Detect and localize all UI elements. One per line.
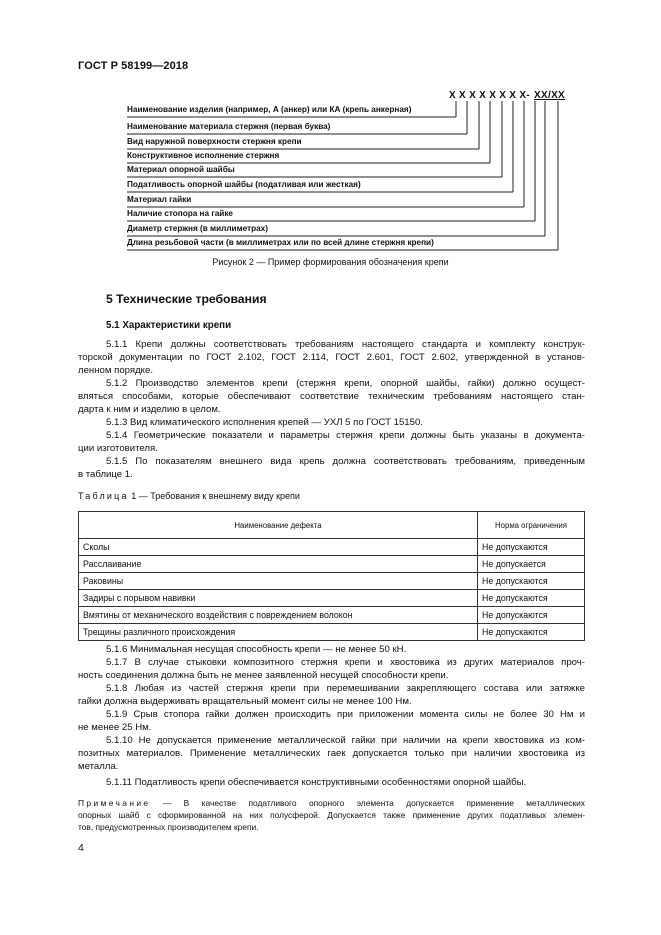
paragraph-line: 5.1.10 Не допускается применение металлической гайки при наличии на крепи хвостовика из ком- xyxy=(106,735,585,746)
paragraph-line: металла. xyxy=(78,761,119,772)
paragraph xyxy=(78,455,585,481)
table-row xyxy=(79,607,585,624)
subsection-title: 5.1 Характеристики крепи xyxy=(106,320,232,331)
table-row xyxy=(79,556,585,573)
defect-cell: Раковины xyxy=(79,573,478,590)
paragraph-line: 5.1.8 Любая из частей стержня крепи при перемешивании закрепляющего состава или затяжке xyxy=(106,683,585,694)
paragraph-line: 5.1.11 Податливость крепи обеспечивается конструктивными особенностями опорной шайбы. xyxy=(106,777,527,788)
figure-label: Конструктивное исполнение стержня xyxy=(127,151,280,160)
figure-label: Материал гайки xyxy=(127,195,192,204)
paragraph xyxy=(78,656,585,682)
figure-caption: Рисунок 2 — Пример формирования обозначения крепи xyxy=(212,257,449,267)
limit-cell: Не допускаются xyxy=(478,607,585,624)
code-suffix: XX/XX xyxy=(534,90,566,101)
defect-cell: Трещины различного происхождения xyxy=(79,624,478,641)
paragraph xyxy=(78,416,585,429)
paragraph xyxy=(78,734,585,773)
column-header-defect: Наименование дефекта xyxy=(79,512,478,539)
note xyxy=(78,797,585,833)
paragraph-line: ции изготовителя. xyxy=(78,443,158,454)
figure-label: Наименование материала стержня (первая буква) xyxy=(127,122,331,131)
paragraph-line: 5.1.7 В случае стыковки композитного стержня крепи и хвостовика из других материалов проч- xyxy=(106,657,585,668)
figure-label: Вид наружной поверхности стержня крепи xyxy=(127,137,302,146)
figure-label: Диаметр стержня (в миллиметрах) xyxy=(127,224,268,233)
column-header-limit: Норма ограничения xyxy=(478,512,585,539)
paragraph xyxy=(78,708,585,734)
note-line-text: — В качестве податливого опорного элемента допускается применение металлических xyxy=(150,798,585,808)
paragraph xyxy=(78,338,585,377)
table-row xyxy=(79,590,585,607)
paragraph-line: 5.1.4 Геометрические показатели и параметры стержня крепи должны быть указаны в документа- xyxy=(106,430,585,441)
paragraph-line: в таблице 1. xyxy=(78,469,133,480)
paragraph-line: торской документации по ГОСТ 2.102, ГОСТ 2.114, ГОСТ 2.601, ГОСТ 2.602, утвержденной в установ- xyxy=(78,352,585,363)
table-row xyxy=(79,624,585,641)
paragraph-line: 5.1.1 Крепи должны соответствовать требованиям настоящего стандарта и комплекту конструк- xyxy=(106,339,585,350)
code-separator: - xyxy=(526,90,530,101)
limit-cell: Не допускаются xyxy=(478,539,585,556)
paragraph xyxy=(78,643,585,656)
limit-cell: Не допускается xyxy=(478,556,585,573)
limit-cell: Не допускаются xyxy=(478,624,585,641)
paragraph xyxy=(78,429,585,455)
paragraph-line: 5.1.5 По показателям внешнего вида крепь должна соответствовать требованиям, приведенным xyxy=(106,456,585,467)
paragraph xyxy=(78,377,585,416)
paragraph-line: гайки должна выдерживать вращательный момент силы не менее 100 Нм. xyxy=(78,696,412,707)
paragraph-line: ность соединения должна быть не менее заявленной несущей способности крепи. xyxy=(78,670,449,681)
limit-cell: Не допускаются xyxy=(478,573,585,590)
paragraph-line: 5.1.9 Срыв стопора гайки должен происходить при приложении момента силы не более 30 Нм и xyxy=(106,709,585,720)
defect-cell: Задиры с порывом навивки xyxy=(79,590,478,607)
paragraph xyxy=(78,776,585,789)
table-row xyxy=(79,539,585,556)
paragraph-line: 5.1.3 Вид климатического исполнения крепей — УХЛ 5 по ГОСТ 15150. xyxy=(106,417,423,428)
defect-cell: Сколы xyxy=(79,539,478,556)
table-title xyxy=(78,491,300,501)
paragraph-line: ленном порядке. xyxy=(78,365,153,376)
figure-label: Наличие стопора на гайке xyxy=(127,209,233,218)
figure-label: Податливость опорной шайбы (податливая или жесткая) xyxy=(127,180,361,189)
paragraph-line: дарта к ним и изделию в целом. xyxy=(78,404,221,415)
requirements-table xyxy=(78,511,585,641)
defect-cell: Расслаивание xyxy=(79,556,478,573)
figure-label: Наименование изделия (например, А (анкер) или КА (крепь анкерная) xyxy=(127,105,412,114)
table-title-text: 1 — Требования к внешнему виду крепи xyxy=(131,491,300,501)
paragraph-line: 5.1.2 Производство элементов крепи (стержня крепи, опорной шайбы, гайки) должно осущест- xyxy=(106,378,585,389)
note-line: тов, предусмотренных производителем крепи. xyxy=(78,822,259,832)
section-title: 5 Технические требования xyxy=(106,292,267,306)
paragraph-line: 5.1.6 Минимальная несущая способность крепи — не менее 50 кН. xyxy=(106,644,407,655)
figure-label: Длина резьбовой части (в миллиметрах или по всей длине стержня крепи) xyxy=(127,238,434,247)
table-title-word: Таблица xyxy=(78,491,129,501)
table-row xyxy=(79,573,585,590)
document-header: ГОСТ Р 58199—2018 xyxy=(78,60,189,72)
table-header-row xyxy=(79,512,585,539)
paragraph-line: не менее 25 Нм. xyxy=(78,722,152,733)
code-chars: X X X X X X X X xyxy=(449,90,527,101)
limit-cell: Не допускаются xyxy=(478,590,585,607)
paragraph-line: позитных материалов. Применение металлических гаек допускается только при наличии хвостовика из xyxy=(78,748,585,759)
paragraph-line: вляться способами, которые обеспечивают соответствие техническим требованиям настоящего стан- xyxy=(78,391,585,402)
note-line: опорных шайб с сформированной на них полусферой. Допускается также применение других податливых элемен- xyxy=(78,810,585,820)
page-number: 4 xyxy=(78,842,84,854)
note-line xyxy=(78,797,585,809)
note-label: Примечание xyxy=(78,798,151,808)
defect-cell: Вмятины от механического воздействия с повреждением волокон xyxy=(79,607,478,624)
figure-leader-lines xyxy=(0,0,661,260)
figure-label: Материал опорной шайбы xyxy=(127,165,235,174)
paragraph xyxy=(78,682,585,708)
